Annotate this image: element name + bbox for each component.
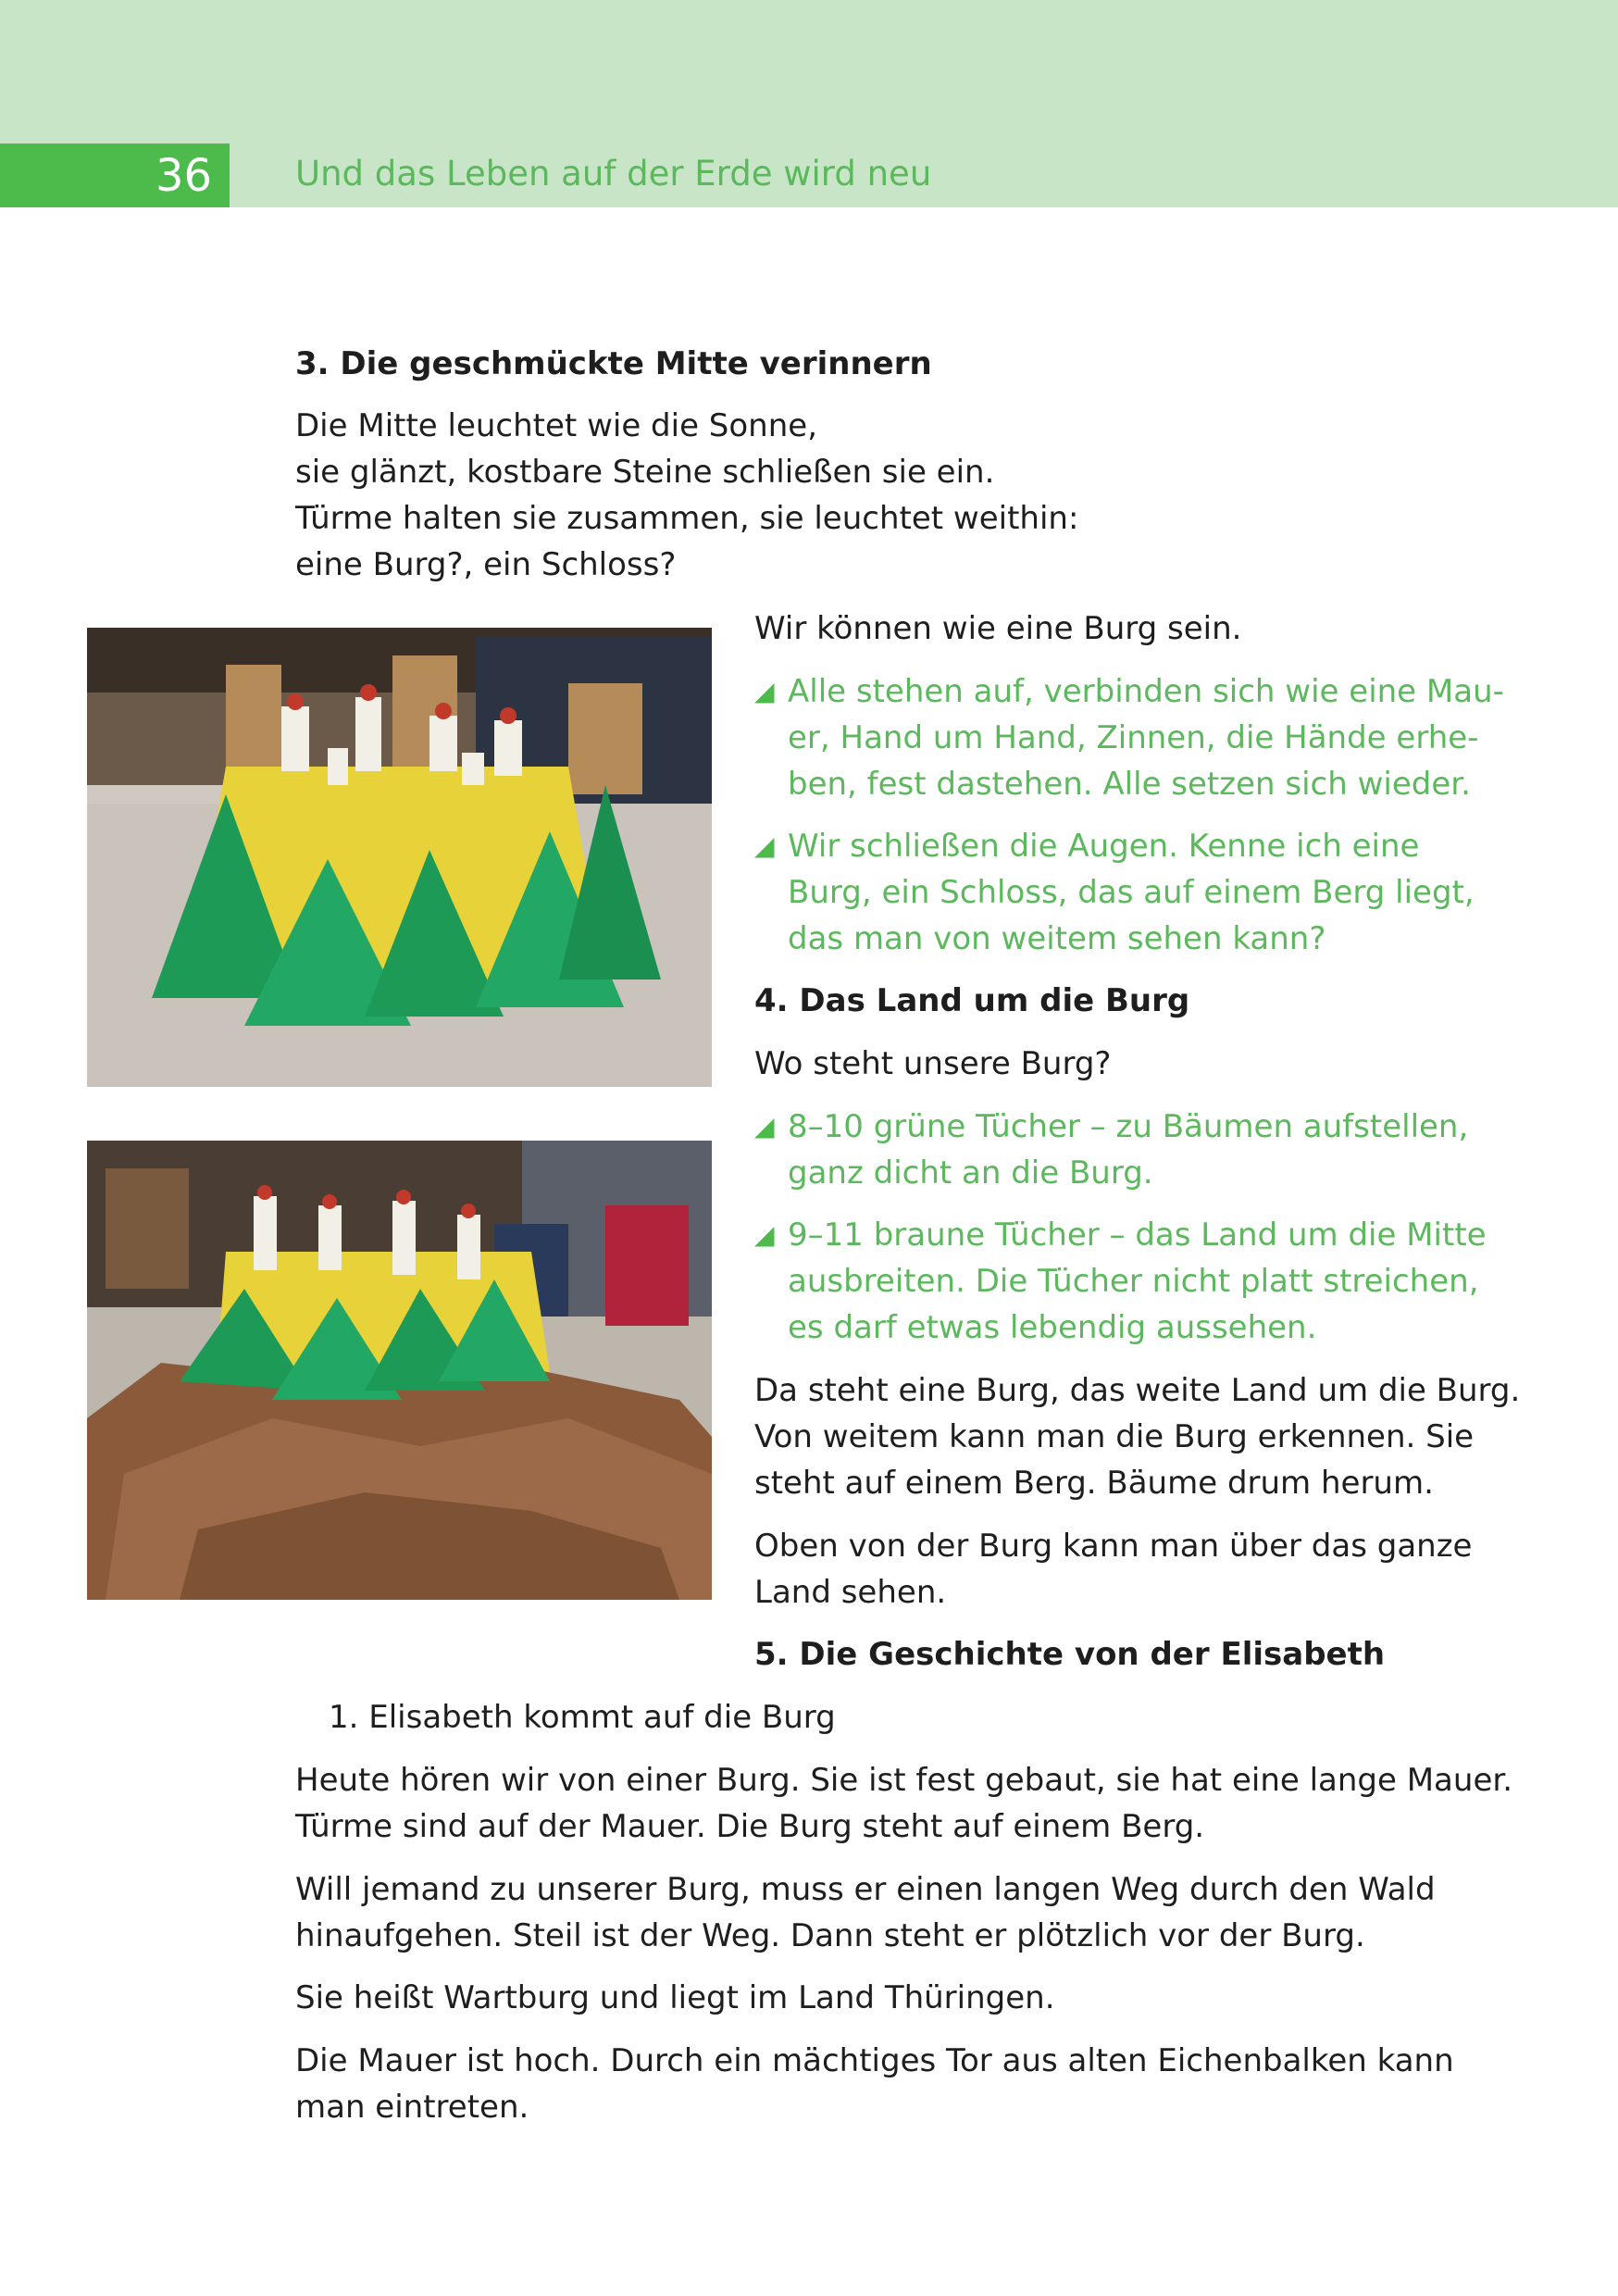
bullet-line: 8–10 grüne Tücher – zu Bäumen aufstellen, — [788, 1108, 1469, 1145]
bullet-line: Wir schließen die Augen. Kenne ich eine — [788, 828, 1420, 865]
section4-heading: 4. Das Land um die Burg — [754, 982, 1190, 1019]
page-number: 36 — [156, 150, 213, 202]
bullet-line: das man von weitem sehen kann? — [788, 920, 1326, 957]
paragraph-line: Sie heißt Wartburg und liegt im Land Thüringen. — [295, 1979, 1055, 2016]
paragraph-line: man eintreten. — [295, 2089, 529, 2126]
section4-question: Wo steht unsere Burg? — [754, 1045, 1112, 1082]
triangle-bullet-icon: ◢ — [754, 1219, 775, 1250]
paragraph-line: Land sehen. — [754, 1574, 947, 1611]
bullet-item — [754, 823, 1475, 962]
paragraph-line: Die Mauer ist hoch. Durch ein mächtiges Tor aus alten Eichenbalken kann — [295, 2042, 1454, 2079]
paragraph-line: steht auf einem Berg. Bäume drum herum. — [754, 1465, 1434, 1502]
paragraph-line: Da steht eine Burg, das weite Land um die Burg. — [754, 1372, 1521, 1409]
paragraph-line: Von weitem kann man die Burg erkennen. Sie — [754, 1418, 1475, 1455]
bullet-item — [754, 668, 1504, 807]
chapter-title: Und das Leben auf der Erde wird neu — [295, 154, 932, 193]
bullet-item — [754, 1212, 1487, 1351]
poem-line: eine Burg?, ein Schloss? — [295, 546, 677, 583]
bullet-line: 9–11 braune Tücher – das Land um die Mitte — [788, 1217, 1487, 1254]
paragraph-line: Will jemand zu unserer Burg, muss er einen langen Weg durch den Wald — [295, 1871, 1436, 1908]
poem — [295, 403, 1078, 588]
paragraph-line: hinaufgehen. Steil ist der Weg. Dann steht er plötzlich vor der Burg. — [295, 1917, 1365, 1954]
section4-paragraph — [754, 1367, 1520, 1506]
triangle-bullet-icon: ◢ — [754, 676, 775, 706]
photo-castle-land — [87, 1141, 712, 1600]
paragraph-line: Oben von der Burg kann man über das ganze — [754, 1528, 1473, 1565]
story-paragraph — [295, 2038, 1454, 2130]
bullet-line: ganz dicht an die Burg. — [788, 1154, 1153, 1192]
poem-line: Die Mitte leuchtet wie die Sonne, — [295, 407, 818, 444]
bullet-line: Burg, ein Schloss, das auf einem Berg liegt, — [788, 874, 1475, 911]
section5-heading: 5. Die Geschichte von der Elisabeth — [754, 1636, 1386, 1673]
bullet-line: ausbreiten. Die Tücher nicht platt streichen, — [788, 1263, 1479, 1300]
bullet-line: es darf etwas lebendig aussehen. — [788, 1309, 1317, 1346]
triangle-bullet-icon: ◢ — [754, 830, 775, 861]
poem-line: Türme halten sie zusammen, sie leuchtet weithin: — [295, 500, 1079, 537]
section5-subheading: 1. Elisabeth kommt auf die Burg — [329, 1699, 836, 1736]
story-paragraph — [295, 1757, 1512, 1850]
bullet-line: ben, fest dastehen. Alle setzen sich wieder. — [788, 766, 1471, 803]
bullet-item — [754, 1104, 1469, 1196]
story-paragraph — [295, 1975, 1055, 2021]
paragraph-line: Türme sind auf der Mauer. Die Burg steht auf einem Berg. — [295, 1808, 1205, 1845]
triangle-bullet-icon: ◢ — [754, 1111, 775, 1142]
bullet-line: Alle stehen auf, verbinden sich wie eine Mau- — [788, 673, 1504, 710]
poem-line: sie glänzt, kostbare Steine schließen sie ein. — [295, 454, 995, 491]
section4-paragraph — [754, 1523, 1472, 1616]
story-paragraph — [295, 1866, 1436, 1959]
photo-castle-table — [87, 628, 712, 1087]
bullet-line: er, Hand um Hand, Zinnen, die Hände erhe- — [788, 719, 1479, 756]
section3-intro: Wir können wie eine Burg sein. — [754, 610, 1242, 647]
section3-heading: 3. Die geschmückte Mitte verinnern — [295, 345, 932, 382]
paragraph-line: Heute hören wir von einer Burg. Sie ist fest gebaut, sie hat eine lange Mauer. — [295, 1762, 1513, 1799]
